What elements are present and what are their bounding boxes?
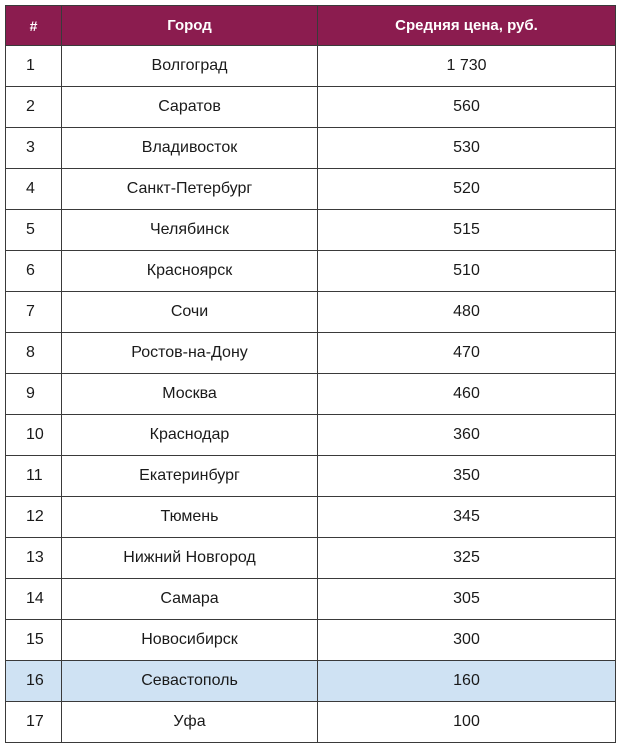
rank-cell: 2 [6,87,62,128]
table-row [6,210,616,251]
rank-cell: 13 [6,538,62,579]
rank-cell: 3 [6,128,62,169]
table-body [6,46,616,743]
header-rank: # [6,6,62,46]
rank-cell: 6 [6,251,62,292]
table-row [6,456,616,497]
city-cell: Москва [62,374,318,415]
city-cell: Ростов-на-Дону [62,333,318,374]
price-cell: 510 [318,251,616,292]
city-cell: Уфа [62,702,318,743]
city-cell: Волгоград [62,46,318,87]
header-price: Средняя цена, руб. [318,6,616,46]
table-row [6,87,616,128]
price-cell: 520 [318,169,616,210]
city-cell: Новосибирск [62,620,318,661]
table-row [6,374,616,415]
city-cell: Сочи [62,292,318,333]
price-cell: 160 [318,661,616,702]
city-cell: Самара [62,579,318,620]
rank-cell: 8 [6,333,62,374]
rank-cell: 14 [6,579,62,620]
table-header [6,6,616,46]
header-city: Город [62,6,318,46]
price-cell: 360 [318,415,616,456]
table-row [6,415,616,456]
price-cell: 305 [318,579,616,620]
table-row [6,497,616,538]
city-cell: Екатеринбург [62,456,318,497]
rank-cell: 15 [6,620,62,661]
city-cell: Краснодар [62,415,318,456]
city-cell: Севастополь [62,661,318,702]
city-cell: Нижний Новгород [62,538,318,579]
rank-cell: 16 [6,661,62,702]
price-cell: 530 [318,128,616,169]
city-cell: Саратов [62,87,318,128]
table-row [6,579,616,620]
city-cell: Санкт-Петербург [62,169,318,210]
table-row [6,538,616,579]
table-row [6,251,616,292]
table-row [6,169,616,210]
price-cell: 560 [318,87,616,128]
rank-cell: 10 [6,415,62,456]
city-cell: Челябинск [62,210,318,251]
table-row [6,333,616,374]
rank-cell: 1 [6,46,62,87]
table-row [6,46,616,87]
price-cell: 460 [318,374,616,415]
rank-cell: 11 [6,456,62,497]
table-row [6,661,616,702]
city-cell: Владивосток [62,128,318,169]
price-cell: 1 730 [318,46,616,87]
header-row [6,6,616,46]
table-row [6,292,616,333]
city-cell: Тюмень [62,497,318,538]
rank-cell: 9 [6,374,62,415]
price-cell: 325 [318,538,616,579]
rank-cell: 7 [6,292,62,333]
rank-cell: 4 [6,169,62,210]
price-cell: 345 [318,497,616,538]
table-row [6,620,616,661]
rank-cell: 12 [6,497,62,538]
rank-cell: 5 [6,210,62,251]
table-row [6,702,616,743]
price-cell: 515 [318,210,616,251]
price-table [5,5,616,743]
price-cell: 100 [318,702,616,743]
price-cell: 350 [318,456,616,497]
price-cell: 300 [318,620,616,661]
table-row [6,128,616,169]
price-cell: 470 [318,333,616,374]
rank-cell: 17 [6,702,62,743]
city-cell: Красноярск [62,251,318,292]
price-cell: 480 [318,292,616,333]
